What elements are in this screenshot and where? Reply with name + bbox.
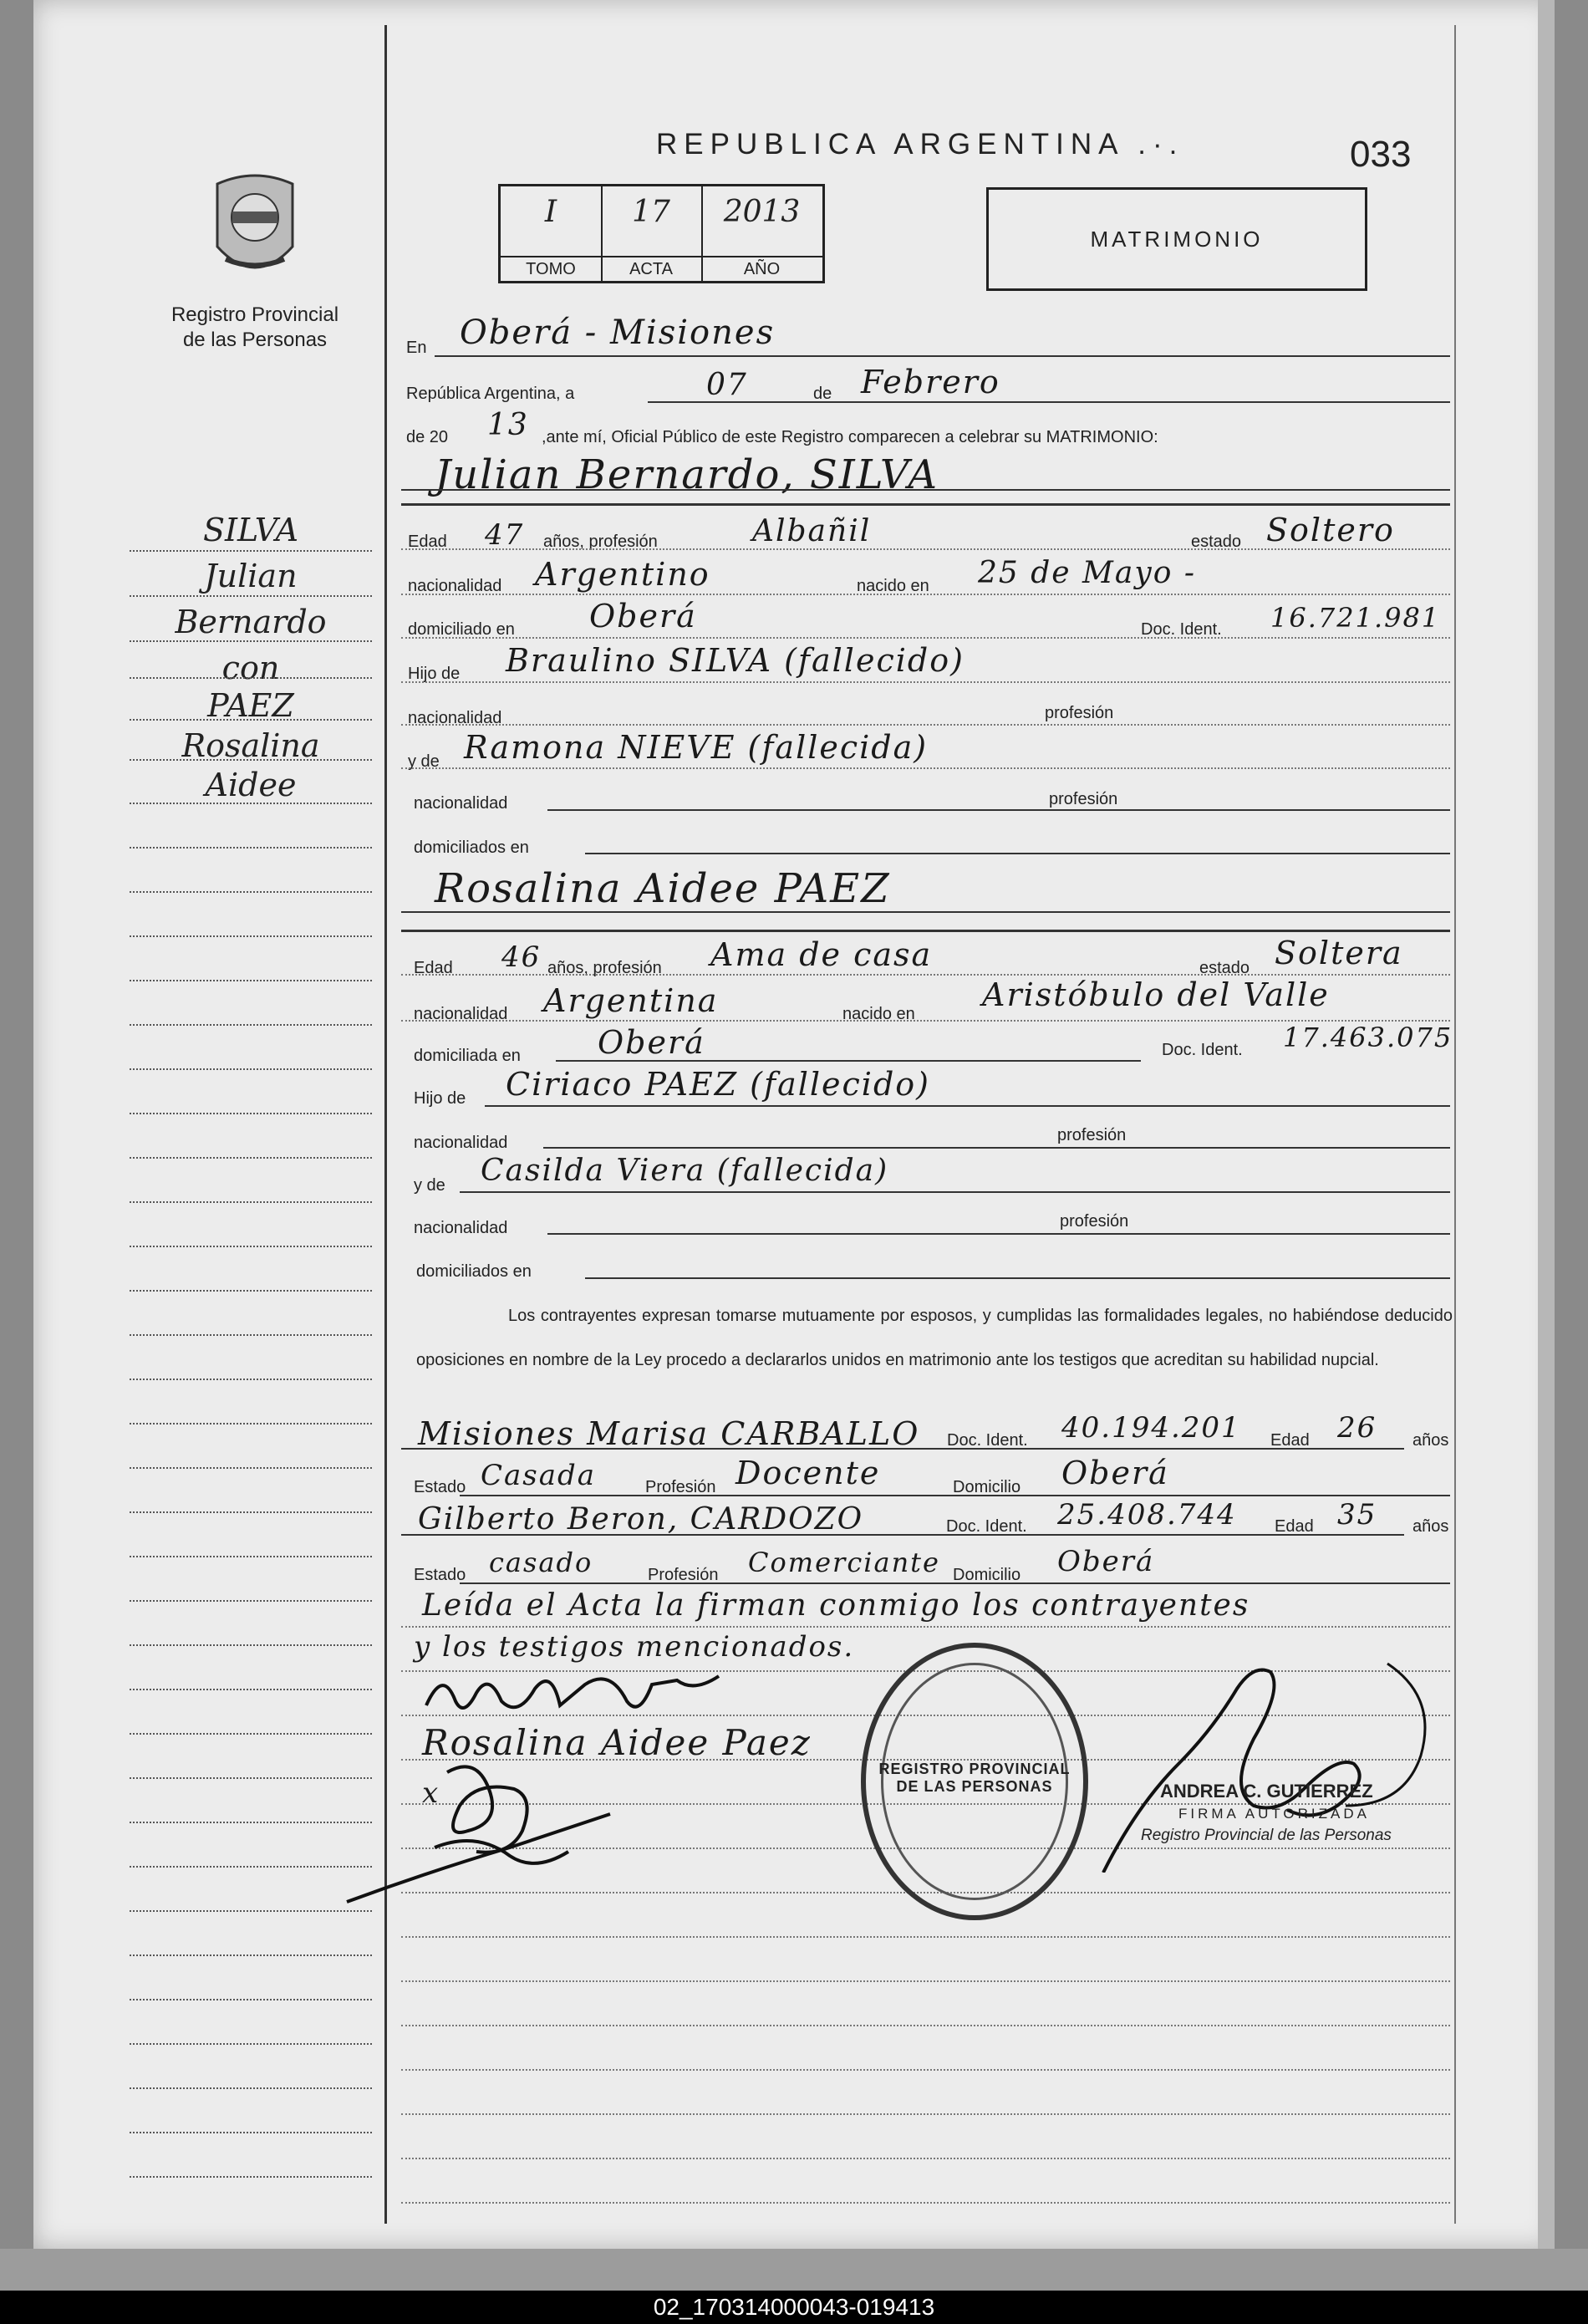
groom-estado: Soltero xyxy=(1266,512,1395,548)
groom-domicile: Oberá xyxy=(589,598,697,635)
margin-rule xyxy=(130,550,372,552)
margin-rule xyxy=(130,1689,372,1690)
line xyxy=(401,1448,1404,1450)
line xyxy=(401,681,1450,683)
tomo-cell xyxy=(501,186,603,281)
declaration-paragraph: Los contrayentes expresan tomarse mutuamente por esposos, y cumplidas las formalidades legales, no habiéndose deducido oposiciones en nombre de la Ley procedo a declararlos unidos en matrimonio ante los testigos que acreditan su habilidad nupcial. xyxy=(416,1307,1453,1369)
witness1-domicilio-label: Domicilio xyxy=(953,1478,1021,1496)
day-value: 07 xyxy=(706,368,748,402)
bride-nationality: Argentina xyxy=(543,982,719,1019)
line xyxy=(401,637,1450,639)
acta-label: ACTA xyxy=(601,256,701,281)
witness2-domicilio-label: Domicilio xyxy=(953,1566,1021,1584)
place-value: Oberá - Misiones xyxy=(460,313,776,352)
margin-rule xyxy=(130,677,372,679)
margin-rule xyxy=(130,1290,372,1292)
file-id-footer: 02_170314000043-019413 xyxy=(0,2291,1588,2324)
witness1-profession: Docente xyxy=(735,1455,881,1491)
bride-mother: Casilda Viera (fallecida) xyxy=(481,1154,889,1188)
margin-rule xyxy=(130,1157,372,1159)
signature-marker: x xyxy=(422,1776,440,1810)
month-value: Febrero xyxy=(861,364,1000,400)
bride-domiciliados-label: domiciliados en xyxy=(416,1262,532,1281)
section-divider xyxy=(401,503,1450,506)
line xyxy=(460,1495,1450,1496)
line xyxy=(401,594,1450,595)
header-title: REPUBLICA ARGENTINA .·. xyxy=(656,128,1184,161)
margin-rule xyxy=(130,1511,372,1513)
line xyxy=(556,1060,1141,1062)
groom-nac2-label: nacionalidad xyxy=(408,709,502,727)
line xyxy=(401,911,1450,913)
margin-rule xyxy=(130,803,372,804)
republica-label: República Argentina, a xyxy=(406,385,575,403)
margin-rule xyxy=(130,1999,372,2000)
witness2-anos-label: años xyxy=(1412,1517,1449,1536)
groom-profession: Albañil xyxy=(752,514,872,548)
witness1-domicile: Oberá xyxy=(1061,1455,1169,1491)
line xyxy=(401,2202,1450,2204)
margin-rule xyxy=(130,1866,372,1868)
margin-rule xyxy=(130,595,372,597)
margin-rule xyxy=(130,1467,372,1469)
line xyxy=(547,809,1450,811)
line xyxy=(401,1534,1404,1536)
bride-domicilio-label: domiciliada en xyxy=(414,1047,521,1065)
officer-org: Registro Provincial de las Personas xyxy=(1141,1827,1392,1844)
year-prefix: de 20 xyxy=(406,428,449,446)
groom-nationality: Argentino xyxy=(535,556,710,593)
margin-rule xyxy=(130,719,372,721)
groom-doc: 16.721.981 xyxy=(1270,602,1441,634)
statement-text: ,ante mí, Oficial Público de este Registro comparecen a celebrar su MATRIMONIO: xyxy=(542,428,1158,446)
groom-anos-label: años, profesión xyxy=(543,533,658,551)
groom-nacionalidad-label: nacionalidad xyxy=(408,577,502,595)
de-label: de xyxy=(813,385,832,403)
groom-signature-icon xyxy=(418,1659,735,1730)
witness2-age: 35 xyxy=(1337,1498,1377,1531)
tomo-value: I xyxy=(544,195,557,229)
closing-line-1: Leída el Acta la firman conmigo los contrayentes xyxy=(422,1588,1250,1623)
groom-hijo-label: Hijo de xyxy=(408,665,461,683)
act-type-box: MATRIMONIO xyxy=(986,187,1367,291)
witness2-domicile: Oberá xyxy=(1057,1545,1155,1578)
margin-rule xyxy=(130,2043,372,2045)
margin-name-line: Bernardo xyxy=(175,604,327,640)
margin-rule xyxy=(130,2087,372,2089)
acta-cell xyxy=(601,186,703,281)
margin-rule xyxy=(130,1423,372,1424)
line xyxy=(401,489,1450,491)
line xyxy=(401,724,1450,726)
tomo-label: TOMO xyxy=(501,256,601,281)
line xyxy=(648,401,1450,403)
margin-rule xyxy=(130,2176,372,2178)
margin-rule xyxy=(130,891,372,893)
margin-rule xyxy=(130,980,372,981)
line xyxy=(585,1277,1450,1279)
ano-cell xyxy=(701,186,822,281)
margin-rule xyxy=(130,1334,372,1336)
line xyxy=(401,767,1450,769)
margin-rule xyxy=(130,935,372,937)
bride-profession: Ama de casa xyxy=(710,936,933,973)
groom-prof3-label: profesión xyxy=(1049,790,1118,808)
ano-label: AÑO xyxy=(701,256,822,281)
witness1-age: 26 xyxy=(1337,1411,1377,1445)
registry-number-box xyxy=(498,184,825,283)
margin-rule xyxy=(130,1024,372,1026)
witness1-edad-label: Edad xyxy=(1270,1431,1310,1450)
witness1-doc: 40.194.201 xyxy=(1061,1411,1241,1445)
line xyxy=(401,974,1450,976)
witness1-estado: Casada xyxy=(481,1459,597,1492)
sheet-number: 033 xyxy=(1350,134,1412,175)
margin-line-right xyxy=(1454,25,1456,2224)
groom-mother: Ramona NIEVE (fallecida) xyxy=(464,729,929,766)
witness2-estado: casado xyxy=(489,1547,593,1578)
officer-role: FIRMA AUTORIZADA xyxy=(1178,1806,1370,1822)
bride-estado-label: estado xyxy=(1199,959,1250,977)
margin-rule xyxy=(130,1246,372,1247)
line xyxy=(585,853,1450,854)
bride-nac3-label: nacionalidad xyxy=(414,1219,508,1237)
witness2-profesion-label: Profesión xyxy=(648,1566,719,1584)
groom-estado-label: estado xyxy=(1191,533,1242,551)
groom-nac3-label: nacionalidad xyxy=(414,794,508,813)
margin-rule xyxy=(130,1733,372,1735)
margin-name-line: Rosalina xyxy=(181,727,320,764)
witness2-profession: Comerciante xyxy=(748,1547,940,1578)
margin-rule xyxy=(130,847,372,849)
line xyxy=(460,1582,1450,1584)
official-stamp xyxy=(861,1643,1088,1920)
line xyxy=(401,2025,1450,2026)
margin-rule xyxy=(130,1910,372,1912)
bride-full-name: Rosalina Aidee PAEZ xyxy=(435,865,891,912)
witness2-doc-label: Doc. Ident. xyxy=(946,1517,1027,1536)
margin-rule xyxy=(130,1113,372,1114)
witness1-anos-label: años xyxy=(1412,1431,1449,1450)
year-suffix: 13 xyxy=(487,408,529,442)
groom-domiciliados-label: domiciliados en xyxy=(414,838,529,857)
acta-value: 17 xyxy=(632,195,670,229)
line xyxy=(460,1191,1450,1193)
closing-line-2: y los testigos mencionados. xyxy=(414,1630,855,1664)
line xyxy=(401,1936,1450,1938)
line xyxy=(401,548,1450,550)
line xyxy=(485,1105,1450,1107)
line xyxy=(401,2113,1450,2115)
ano-value: 2013 xyxy=(723,195,801,229)
bride-doc: 17.463.075 xyxy=(1283,1022,1453,1053)
bride-nac2-label: nacionalidad xyxy=(414,1134,508,1152)
line xyxy=(547,1233,1450,1235)
bride-hijo-label: Hijo de xyxy=(414,1089,466,1108)
margin-name-line: SILVA xyxy=(202,512,299,548)
line xyxy=(401,1980,1450,1982)
groom-birthplace: 25 de Mayo - xyxy=(978,556,1196,590)
margin-rule xyxy=(130,1556,372,1557)
groom-father: Braulino SILVA (fallecido) xyxy=(506,642,965,679)
section-divider xyxy=(401,930,1450,932)
margin-rule xyxy=(130,759,372,761)
bride-father: Ciriaco PAEZ (fallecido) xyxy=(506,1066,930,1103)
line xyxy=(401,1626,1450,1628)
bride-prof2-label: profesión xyxy=(1057,1126,1127,1144)
witness2-edad-label: Edad xyxy=(1275,1517,1314,1536)
witness2-estado-label: Estado xyxy=(414,1566,466,1584)
line xyxy=(435,355,1450,357)
bride-nacido-label: nacido en xyxy=(842,1005,915,1023)
margin-name-line: Julian xyxy=(204,558,298,594)
margin-rule xyxy=(130,2132,372,2133)
witness-signature-icon xyxy=(343,1756,618,1910)
groom-doc-label: Doc. Ident. xyxy=(1141,620,1222,639)
bride-nacionalidad-label: nacionalidad xyxy=(414,1005,508,1023)
bride-age: 46 xyxy=(501,940,542,974)
bride-yde-label: y de xyxy=(414,1176,445,1195)
groom-nacido-label: nacido en xyxy=(857,577,929,595)
groom-full-name: Julian Bernardo, SILVA xyxy=(435,451,939,498)
groom-prof2-label: profesión xyxy=(1045,704,1114,722)
bride-birthplace: Aristóbulo del Valle xyxy=(982,976,1330,1013)
bride-prof3-label: profesión xyxy=(1060,1212,1129,1231)
bride-estado: Soltera xyxy=(1275,935,1403,971)
en-label: En xyxy=(406,339,427,357)
bride-signature: Rosalina Aidee Paez xyxy=(422,1722,812,1763)
bride-doc-label: Doc. Ident. xyxy=(1162,1041,1243,1059)
witness1-estado-label: Estado xyxy=(414,1478,466,1496)
page-edge xyxy=(1538,0,1555,2249)
margin-rule xyxy=(130,1600,372,1602)
witness2-doc: 25.408.744 xyxy=(1057,1498,1237,1531)
margin-name-line: con xyxy=(221,650,280,686)
groom-yde-label: y de xyxy=(408,752,440,771)
groom-edad-label: Edad xyxy=(408,533,447,551)
witness2-name: Gilberto Beron, CARDOZO xyxy=(418,1502,864,1537)
line xyxy=(401,2158,1450,2159)
line xyxy=(543,1147,1450,1149)
margin-name-line: PAEZ xyxy=(207,687,294,724)
margin-rule xyxy=(130,1822,372,1823)
officer-name: ANDREA C. GUTIERREZ xyxy=(1160,1781,1373,1802)
margin-rule xyxy=(130,1777,372,1779)
line xyxy=(401,2069,1450,2071)
province-seal-icon xyxy=(201,171,309,288)
registry-office-name: Registro Provincial de las Personas xyxy=(171,303,339,351)
bride-edad-label: Edad xyxy=(414,959,453,977)
margin-rule xyxy=(130,640,372,642)
witness1-doc-label: Doc. Ident. xyxy=(947,1431,1028,1450)
margin-rule xyxy=(130,1644,372,1646)
bride-anos-label: años, profesión xyxy=(547,959,662,977)
margin-rule xyxy=(130,1201,372,1203)
margin-name-line: Aidee xyxy=(205,767,297,803)
margin-rule xyxy=(130,1379,372,1380)
groom-age: 47 xyxy=(485,518,525,552)
bride-domicile: Oberá xyxy=(598,1024,705,1061)
witness1-name: Misiones Marisa CARBALLO xyxy=(418,1415,920,1452)
stamp-text: REGISTRO PROVINCIAL DE LAS PERSONAS xyxy=(878,1761,1071,1795)
witness1-profesion-label: Profesión xyxy=(645,1478,716,1496)
margin-rule xyxy=(130,1068,372,1070)
groom-domicilio-label: domiciliado en xyxy=(408,620,515,639)
margin-rule xyxy=(130,1955,372,1956)
